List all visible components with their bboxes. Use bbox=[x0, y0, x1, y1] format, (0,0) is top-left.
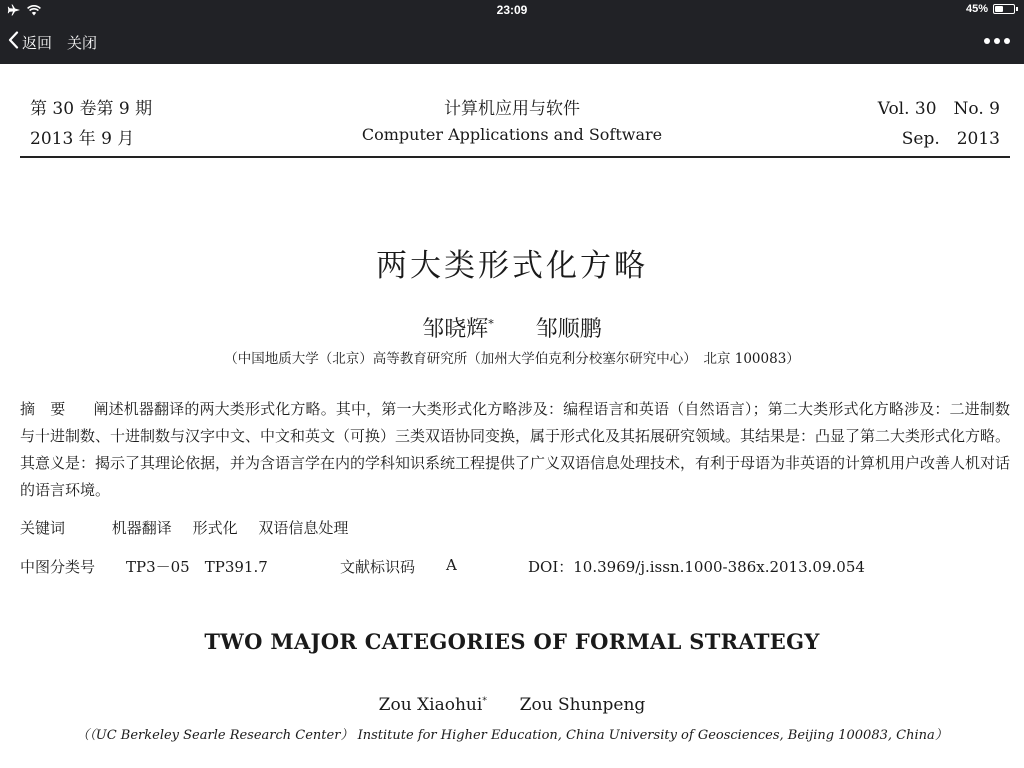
header-volume-cn: 第 30 卷第 9 期 bbox=[30, 99, 153, 119]
back-button[interactable] bbox=[8, 31, 52, 54]
article-authors bbox=[0, 312, 1024, 343]
english-title: TWO MAJOR CATEGORIES OF FORMAL STRATEGY bbox=[204, 629, 820, 654]
more-dot bbox=[984, 38, 990, 44]
app-top-bar bbox=[0, 0, 1024, 64]
header-date-en: Sep. 2013 bbox=[901, 129, 1000, 149]
abstract-label: 摘 要 bbox=[20, 400, 66, 418]
more-icon[interactable] bbox=[982, 32, 1012, 50]
clc-label: 中图分类号 bbox=[20, 558, 96, 576]
header-journal-en: Computer Applications and Software bbox=[361, 125, 663, 144]
status-time: 23:09 bbox=[496, 3, 528, 17]
more-dot bbox=[1004, 38, 1010, 44]
article-affiliation: （中国地质大学（北京）高等教育研究所（加州大学伯克利分校塞尔研究中心） 北京 100083） bbox=[224, 351, 800, 367]
close-button[interactable]: 关闭 bbox=[67, 35, 98, 52]
keyword: 形式化 bbox=[192, 519, 238, 537]
article-title: 两大类形式化方略 bbox=[376, 248, 648, 284]
doc-code-value: A bbox=[446, 556, 457, 574]
chevron-left-icon bbox=[8, 31, 19, 54]
battery-level-fill bbox=[995, 6, 1003, 12]
en-author-1-mark: * bbox=[482, 696, 487, 707]
keyword: 机器翻译 bbox=[111, 519, 172, 537]
document-page bbox=[0, 64, 1024, 768]
english-affiliation: （（UC Berkeley Searle Research Center） Institute for Higher Education, China University of Geosciences, Beijing 100083, China） bbox=[76, 728, 948, 743]
battery-percent: 45% bbox=[965, 3, 988, 15]
english-authors bbox=[0, 695, 1024, 715]
status-bar bbox=[0, 0, 1024, 22]
author-2: 邹顺鹏 bbox=[535, 317, 602, 342]
en-author-1: Zou Xiaohui bbox=[378, 695, 483, 715]
doi: DOI：10.3969/j.issn.1000-386x.2013.09.054 bbox=[528, 558, 865, 576]
header-date-cn: 2013 年 9 月 bbox=[30, 129, 135, 149]
doc-code-label: 文献标识码 bbox=[340, 558, 416, 576]
more-dot bbox=[994, 38, 1000, 44]
nav-bar bbox=[0, 22, 1024, 64]
battery-nub bbox=[1016, 7, 1018, 11]
keywords-row bbox=[20, 517, 364, 538]
back-label: 返回 bbox=[22, 35, 53, 52]
keyword: 双语信息处理 bbox=[258, 519, 349, 537]
keywords-label: 关键词 bbox=[20, 519, 66, 537]
clc-value: TP3－05 TP391.7 bbox=[126, 558, 268, 576]
header-divider bbox=[20, 156, 1010, 158]
author-1: 邹晓辉 bbox=[422, 317, 489, 342]
header-volume-en: Vol. 30 No. 9 bbox=[877, 99, 1000, 119]
header-journal-cn: 计算机应用与软件 bbox=[444, 99, 580, 119]
battery-icon bbox=[993, 4, 1015, 14]
en-author-2: Zou Shunpeng bbox=[519, 695, 646, 715]
author-1-mark: * bbox=[488, 317, 494, 331]
abstract-text: 阐述机器翻译的两大类形式化方略。其中，第一大类形式化方略涉及：编程语言和英语（自然语言）；第二大类形式化方略涉及：二进制数与十进制数、十进制数与汉字中文、中文和英文（可换）三类双语协同变换，属于形式化及其拓展研究领域。其结果是：凸显了第二大类形式化方略。其意义是：揭示了其理论依据，并为含语言学在内的学科知识系统工程提供了广义双语信息处理技术，有利于母语为非英语的计算机用户改善人机对话的语言环境。 bbox=[20, 400, 1011, 499]
status-right bbox=[966, 3, 1018, 15]
abstract bbox=[20, 396, 1010, 504]
